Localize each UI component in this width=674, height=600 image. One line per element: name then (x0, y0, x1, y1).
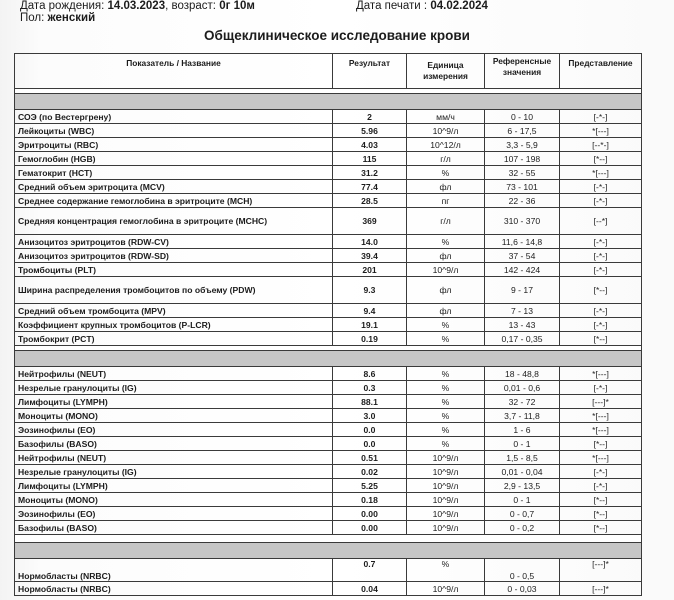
row-name: Гемоглобин (HGB) (15, 152, 333, 166)
row-representation: [-*-] (560, 304, 642, 318)
row-unit: 10^9/л (407, 479, 485, 493)
row-unit: 10^9/л (407, 582, 485, 596)
row-reference: 32 - 72 (485, 395, 560, 409)
divider-cell (15, 94, 642, 110)
divider-cell (15, 351, 642, 367)
row-value: 0.7 (333, 559, 407, 582)
row-reference: 32 - 55 (485, 166, 560, 180)
row-reference: 3,7 - 11,8 (485, 409, 560, 423)
row-reference: 0 - 1 (485, 437, 560, 451)
table-header-row (15, 54, 642, 89)
birth-date-value: 14.03.2023 (107, 0, 166, 12)
row-representation: [-*-] (560, 194, 642, 208)
row-reference: 2,9 - 13,5 (485, 479, 560, 493)
row-reference: 11,6 - 14,8 (485, 235, 560, 249)
row-unit: % (407, 423, 485, 437)
row-name: СОЭ (по Вестергрену) (15, 110, 333, 124)
row-unit: % (407, 367, 485, 381)
row-name: Коэффициент крупных тромбоцитов (P-LCR) (15, 318, 333, 332)
row-value: 115 (333, 152, 407, 166)
row-reference: 3,3 - 5,9 (485, 138, 560, 152)
row-name: Анизоцитоз эритроцитов (RDW-SD) (15, 249, 333, 263)
table-row (15, 381, 642, 395)
row-reference: 73 - 101 (485, 180, 560, 194)
row-value: 369 (333, 208, 407, 235)
row-representation: [-*-] (560, 180, 642, 194)
row-value: 0.0 (333, 423, 407, 437)
row-value: 3.0 (333, 409, 407, 423)
print-date-line (356, 0, 488, 13)
row-reference: 18 - 48,8 (485, 367, 560, 381)
row-name: Анизоцитоз эритроцитов (RDW-CV) (15, 235, 333, 249)
divider-cell (15, 543, 642, 559)
row-representation: [---]* (560, 559, 642, 582)
column-header-reference: Референсные значения (485, 54, 560, 89)
row-name: Эритроциты (RBC) (15, 138, 333, 152)
section-spacer (15, 535, 642, 543)
row-reference: 37 - 54 (485, 249, 560, 263)
table-row (15, 507, 642, 521)
table-row (15, 194, 642, 208)
row-value: 0.18 (333, 493, 407, 507)
row-value: 0.02 (333, 465, 407, 479)
row-reference: 310 - 370 (485, 208, 560, 235)
row-value: 0.00 (333, 521, 407, 535)
row-value: 77.4 (333, 180, 407, 194)
row-unit: 10^9/л (407, 507, 485, 521)
sex-label: Пол: (20, 12, 45, 24)
results-body (15, 89, 642, 596)
row-name: Эозинофилы (EO) (15, 507, 333, 521)
row-value: 0.0 (333, 437, 407, 451)
row-reference: 0 - 10 (485, 110, 560, 124)
row-representation: *[---] (560, 367, 642, 381)
table-row (15, 277, 642, 304)
row-name: Тромбокрит (PCT) (15, 332, 333, 346)
row-name: Нейтрофилы (NEUT) (15, 451, 333, 465)
row-reference: 13 - 43 (485, 318, 560, 332)
row-reference: 1,5 - 8,5 (485, 451, 560, 465)
row-unit: % (407, 318, 485, 332)
table-row (15, 304, 642, 318)
table-row (15, 395, 642, 409)
column-header-representation: Представление (560, 54, 642, 89)
row-name: Незрелые гранулоциты (IG) (15, 465, 333, 479)
row-representation: [*--] (560, 437, 642, 451)
table-row (15, 409, 642, 423)
row-value: 9.3 (333, 277, 407, 304)
row-unit: фл (407, 304, 485, 318)
table-row (15, 180, 642, 194)
row-representation: [*--] (560, 521, 642, 535)
report-title: Общеклиническое исследование крови (204, 28, 470, 43)
table-row (15, 249, 642, 263)
row-representation: [-*-] (560, 235, 642, 249)
table-row (15, 423, 642, 437)
row-unit: % (407, 395, 485, 409)
row-name: Лимфоциты (LYMPH) (15, 395, 333, 409)
table-row (15, 437, 642, 451)
row-name: Незрелые гранулоциты (IG) (15, 381, 333, 395)
row-unit: 10^9/л (407, 465, 485, 479)
age-value: 0г 10м (219, 0, 255, 12)
row-representation: *[---] (560, 451, 642, 465)
table-row (15, 479, 642, 493)
row-representation: [---]* (560, 395, 642, 409)
sex-line (20, 12, 95, 25)
section-divider (15, 94, 642, 110)
row-value: 201 (333, 263, 407, 277)
row-reference: 142 - 424 (485, 263, 560, 277)
row-name: Нейтрофилы (NEUT) (15, 367, 333, 381)
table-row (15, 110, 642, 124)
row-representation: [-*-] (560, 465, 642, 479)
row-unit: % (407, 381, 485, 395)
row-unit: 10^9/л (407, 124, 485, 138)
row-name: Лейкоциты (WBC) (15, 124, 333, 138)
table-row (15, 367, 642, 381)
table-row (15, 465, 642, 479)
row-name: Эозинофилы (EO) (15, 423, 333, 437)
table-row (15, 493, 642, 507)
sex-value: женский (47, 12, 96, 24)
row-unit: 10^9/л (407, 451, 485, 465)
row-unit: 10^9/л (407, 493, 485, 507)
row-name: Нормобласты (NRBC) (15, 582, 333, 596)
table-row (15, 138, 642, 152)
row-reference: 7 - 13 (485, 304, 560, 318)
row-representation: [*--] (560, 332, 642, 346)
section-divider (15, 351, 642, 367)
row-representation: *[---] (560, 124, 642, 138)
row-value: 0.04 (333, 582, 407, 596)
row-unit: 10^9/л (407, 263, 485, 277)
column-header-name: Показатель / Название (15, 54, 333, 89)
row-representation: [*--] (560, 152, 642, 166)
row-representation: [-*-] (560, 110, 642, 124)
row-reference: 0 - 0,7 (485, 507, 560, 521)
row-name: Моноциты (MONO) (15, 409, 333, 423)
row-value: 39.4 (333, 249, 407, 263)
table-row (15, 559, 642, 582)
row-representation: [-*-] (560, 381, 642, 395)
row-name: Средняя концентрация гемоглобина в эритроците (MCHC) (15, 208, 333, 235)
row-reference: 22 - 36 (485, 194, 560, 208)
section-divider (15, 543, 642, 559)
table-row (15, 166, 642, 180)
row-unit: г/л (407, 152, 485, 166)
row-value: 0.00 (333, 507, 407, 521)
row-value: 9.4 (333, 304, 407, 318)
row-unit: % (407, 332, 485, 346)
results-table (14, 53, 642, 596)
row-representation: [*--] (560, 507, 642, 521)
row-reference: 107 - 198 (485, 152, 560, 166)
birth-date-label: Дата рождения: (20, 0, 105, 12)
row-name: Средний объем тромбоцита (MPV) (15, 304, 333, 318)
row-name: Ширина распределения тромбоцитов по объему (PDW) (15, 277, 333, 304)
table-row (15, 152, 642, 166)
row-representation: [-*-] (560, 249, 642, 263)
row-name: Средний объем эритроцита (MCV) (15, 180, 333, 194)
table-row (15, 318, 642, 332)
row-name: Нормобласты (NRBC) (15, 559, 333, 582)
row-representation: [-*-] (560, 263, 642, 277)
row-name: Базофилы (BASO) (15, 521, 333, 535)
row-value: 0.51 (333, 451, 407, 465)
row-unit: % (407, 235, 485, 249)
row-reference: 0 - 0,5 (485, 559, 560, 582)
row-representation: *[---] (560, 423, 642, 437)
row-unit: фл (407, 180, 485, 194)
row-unit: % (407, 409, 485, 423)
row-representation: [--*-] (560, 138, 642, 152)
row-representation: [-*-] (560, 479, 642, 493)
column-header-unit: Единица измерения (407, 54, 485, 89)
row-reference: 0,17 - 0,35 (485, 332, 560, 346)
row-name: Лимфоциты (LYMPH) (15, 479, 333, 493)
row-reference: 0,01 - 0,6 (485, 381, 560, 395)
row-value: 5.25 (333, 479, 407, 493)
row-unit: % (407, 437, 485, 451)
row-name: Моноциты (MONO) (15, 493, 333, 507)
row-name: Гематокрит (HCT) (15, 166, 333, 180)
table-row (15, 332, 642, 346)
table-row (15, 235, 642, 249)
table-row (15, 582, 642, 596)
row-value: 8.6 (333, 367, 407, 381)
row-value: 14.0 (333, 235, 407, 249)
row-unit: г/л (407, 208, 485, 235)
spacer-cell (15, 535, 642, 543)
print-date-value: 04.02.2024 (430, 0, 488, 12)
row-unit: % (407, 166, 485, 180)
row-value: 0.3 (333, 381, 407, 395)
row-reference: 0 - 0,03 (485, 582, 560, 596)
row-reference: 0 - 0,2 (485, 521, 560, 535)
row-representation: *[---] (560, 166, 642, 180)
row-reference: 6 - 17,5 (485, 124, 560, 138)
age-label: , возраст: (165, 0, 217, 12)
table-row (15, 208, 642, 235)
row-value: 31.2 (333, 166, 407, 180)
row-name: Среднее содержание гемоглобина в эритроците (MCH) (15, 194, 333, 208)
row-value: 5.96 (333, 124, 407, 138)
column-header-result: Результат (333, 54, 407, 89)
table-row (15, 124, 642, 138)
row-unit: мм/ч (407, 110, 485, 124)
row-value: 28.5 (333, 194, 407, 208)
row-unit: фл (407, 249, 485, 263)
row-representation: [--*] (560, 208, 642, 235)
row-unit: пг (407, 194, 485, 208)
row-unit: % (407, 559, 485, 582)
table-row (15, 521, 642, 535)
row-representation: *[---] (560, 409, 642, 423)
row-name: Базофилы (BASO) (15, 437, 333, 451)
row-reference: 0 - 1 (485, 493, 560, 507)
row-representation: [---]* (560, 582, 642, 596)
row-reference: 1 - 6 (485, 423, 560, 437)
row-value: 88.1 (333, 395, 407, 409)
row-representation: [*--] (560, 277, 642, 304)
row-reference: 0,01 - 0,04 (485, 465, 560, 479)
row-value: 19.1 (333, 318, 407, 332)
table-row (15, 263, 642, 277)
row-reference: 9 - 17 (485, 277, 560, 304)
row-representation: [-*-] (560, 318, 642, 332)
row-unit: фл (407, 277, 485, 304)
row-value: 4.03 (333, 138, 407, 152)
table-row (15, 451, 642, 465)
row-value: 2 (333, 110, 407, 124)
print-date-label: Дата печати : (356, 0, 428, 12)
row-representation: [*--] (560, 493, 642, 507)
row-unit: 10^9/л (407, 521, 485, 535)
row-name: Тромбоциты (PLT) (15, 263, 333, 277)
row-unit: 10^12/л (407, 138, 485, 152)
row-value: 0.19 (333, 332, 407, 346)
